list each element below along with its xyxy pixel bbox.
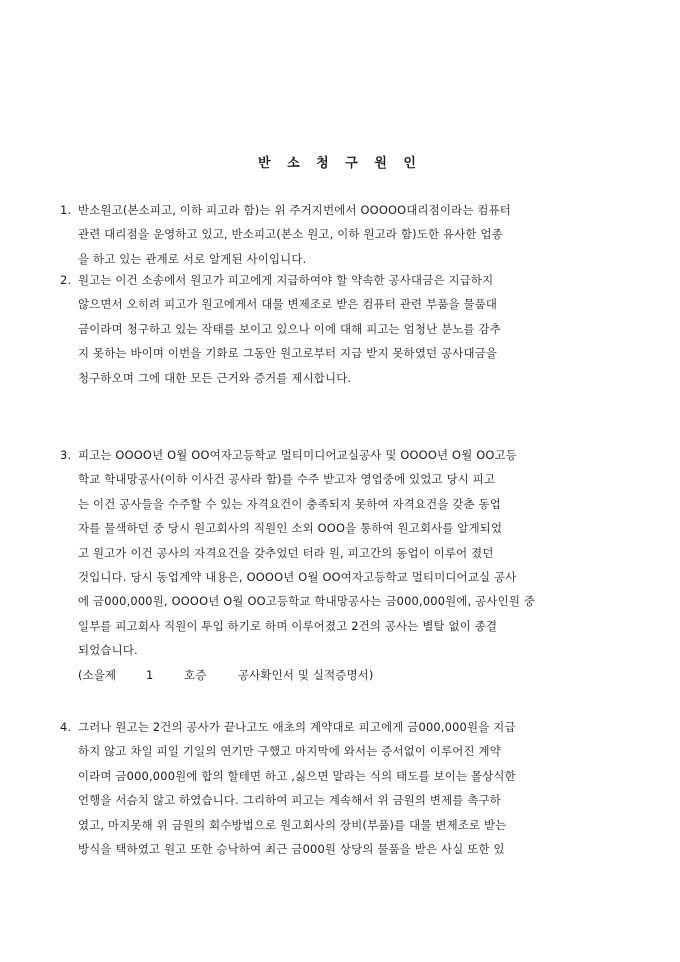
paragraph-line: 고 원고가 이건 공사의 자격요건을 갖추었던 터라 원, 피고간의 동업이 이루어 졌던 <box>78 545 494 560</box>
paragraph-line: 학교 학내망공사(이하 이사건 공사라 함)를 수주 받고자 영업중에 있었고 당시 피고 <box>78 472 496 487</box>
paragraph-line: 관련 대리점을 운영하고 있고, 반소피고(본소 원고, 이하 원고라 함)도한 유사한 업종 <box>78 227 503 242</box>
paragraph-line: 않으면서 오히려 피고가 원고에게서 대물 변제조로 받은 컴퓨터 관련 부품을 물품대 <box>78 297 498 312</box>
document-title: 반 소 청 구 원 인 <box>258 156 422 171</box>
paragraph-1 <box>60 198 511 271</box>
paragraph-line: 방식을 택하였고 원고 또한 승낙하여 최근 금000원 상당의 물품을 받은 사실 또한 있 <box>78 842 505 857</box>
paragraph-number: 4. <box>60 720 72 734</box>
evidence-reference <box>60 663 535 687</box>
paragraph-number: 3. <box>60 448 72 462</box>
paragraph-line: 지 못하는 바이며 이번을 기화로 그동안 원고로부터 지급 받지 못하였던 공사대금을 <box>78 346 498 361</box>
evidence-description: 공사확인서 및 실적증명서) <box>238 667 374 682</box>
paragraph-line: 1. 반소원고(본소피고, 이하 피고라 함)는 위 주거지번에서 OOOOO대리점이라는 컴퓨터 <box>60 198 511 222</box>
paragraph-line: 3. 피고는 OOOO년 O월 OO여자고등학교 멀티미디어교실공사 및 OOOO년 O월 OO고등 <box>60 443 535 467</box>
paragraph-line: 이라며 금000,000원에 합의 할테면 하고 ,싫으면 말라는 식의 태도를 보이는 몰상식한 <box>78 768 516 783</box>
paragraph-line: 에 금000,000원, OOOO년 O월 OO고등학교 학내망공사는 금000,000원에, 공사인원 중 <box>78 594 536 609</box>
paragraph-line: 는 이건 공사들을 수주할 수 있는 자격요건이 충족되지 못하여 자격요건을 갖춘 동업 <box>78 496 501 511</box>
paragraph-line: 되었습니다. <box>78 643 138 658</box>
paragraph-line: 청구하오며 그에 대한 모든 근거와 증거를 제시합니다. <box>78 370 352 385</box>
evidence-number: 1 <box>146 667 154 682</box>
evidence-label: (소을제 <box>78 667 117 682</box>
paragraph-3 <box>60 443 535 687</box>
paragraph-line: 것입니다. 당시 동업계약 내용은, OOOO년 O월 OO여자고등학교 멀티미디어교실 공사 <box>78 570 517 585</box>
paragraph-2 <box>60 268 501 390</box>
paragraph-line: 을 하고 있는 관계로 서로 알게된 사이입니다. <box>78 251 307 266</box>
paragraph-line: 2. 원고는 이건 소송에서 원고가 피고에게 지급하여야 할 약속한 공사대금은 지급하지 <box>60 268 501 292</box>
paragraph-line: 4. 그러나 원고는 2건의 공사가 끝나고도 애초의 계약대로 피고에게 금000,000원을 지급 <box>60 715 516 739</box>
paragraph-line: 언행을 서슴치 않고 하였습니다. 그리하여 피고는 계속해서 위 금원의 변제를 촉구하 <box>78 793 501 808</box>
paragraph-line: 일부를 피고회사 직원이 투입 하기로 하며 이루어졌고 2건의 공사는 별탈 없이 종결 <box>78 618 498 633</box>
evidence-suffix: 호증 <box>184 667 207 682</box>
paragraph-4 <box>60 715 516 861</box>
paragraph-line: 하지 않고 차일 피일 기일의 연기만 구했고 마지막에 와서는 증서없이 이루어진 계약 <box>78 744 501 759</box>
paragraph-line: 자를 물색하던 중 당시 원고회사의 직원인 소외 OOO을 통하여 원고회사를 알게되었 <box>78 521 503 536</box>
paragraph-line: 금이라며 청구하고 있는 작태를 보이고 있으나 이에 대해 피고는 엄청난 분노를 감추 <box>78 321 501 336</box>
paragraph-line: 였고, 마지못해 위 금원의 회수방법으로 원고회사의 장비(부품)를 대물 변제조로 받는 <box>78 817 507 832</box>
paragraph-number: 2. <box>60 273 72 287</box>
paragraph-number: 1. <box>60 203 72 217</box>
